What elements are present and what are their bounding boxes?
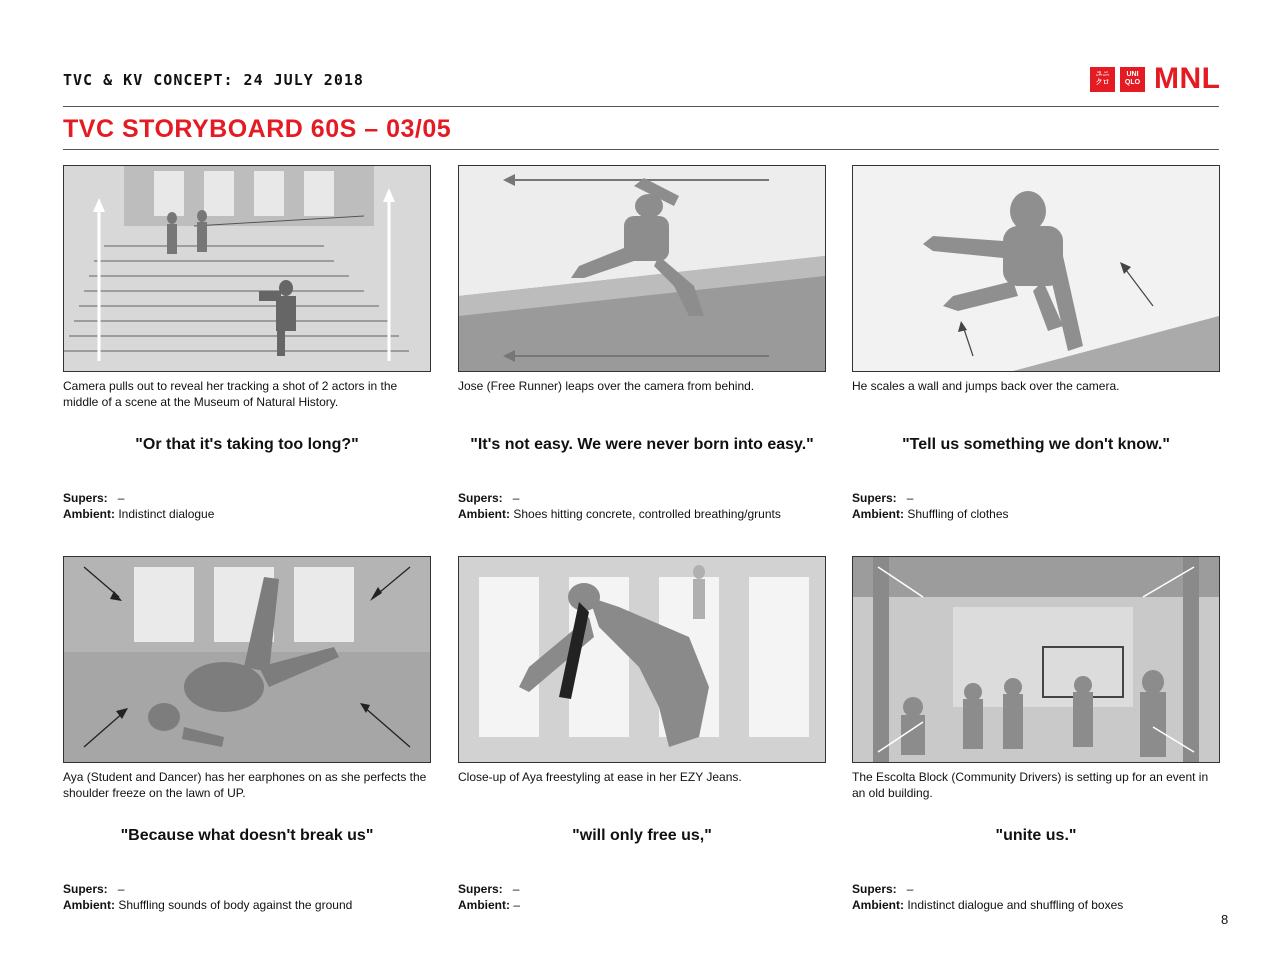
panel-4-illustration <box>63 556 431 763</box>
supers-label: Supers: <box>852 882 897 896</box>
header-divider <box>63 106 1219 107</box>
panel-4-description: Aya (Student and Dancer) has her earphones on as she perfects the shoulder freeze on the lawn of UP. <box>63 770 427 800</box>
logo-box-uniqlo: UNI QLO <box>1120 67 1145 92</box>
panel-1-quote: "Or that it's taking too long?" <box>135 436 359 453</box>
panel-5-meta <box>458 881 826 913</box>
panel-6-illustration <box>852 556 1220 763</box>
panel-6-supers: – <box>906 882 914 896</box>
panel-5-ambient: – <box>513 898 521 912</box>
storyboard-panel-5 <box>458 556 826 913</box>
storyboard-panel-1 <box>63 165 431 522</box>
logo-box-katakana: ユニ クロ <box>1090 67 1115 92</box>
panel-2-quote: "It's not easy. We were never born into easy." <box>470 436 814 453</box>
panel-4-meta <box>63 881 431 913</box>
panel-5-supers: – <box>512 882 520 896</box>
panel-2-illustration <box>458 165 826 372</box>
panel-4-ambient: Shuffling sounds of body against the ground <box>118 898 353 912</box>
panel-1-meta <box>63 490 431 522</box>
panel-6-description: The Escolta Block (Community Drivers) is setting up for an event in an old building. <box>852 770 1209 800</box>
ambient-label: Ambient: <box>852 898 904 912</box>
panel-6-meta <box>852 881 1220 913</box>
logo-text: MNL <box>1154 62 1221 95</box>
panel-3-illustration <box>852 165 1220 372</box>
panel-3-ambient: Shuffling of clothes <box>907 507 1009 521</box>
page-number: 8 <box>1221 912 1229 927</box>
storyboard-title: TVC STORYBOARD 60S – 03/05 <box>63 115 452 143</box>
supers-label: Supers: <box>458 882 503 896</box>
panel-3-meta <box>852 490 1220 522</box>
supers-label: Supers: <box>458 491 503 505</box>
ambient-label: Ambient: <box>458 898 510 912</box>
panel-6-ambient: Indistinct dialogue and shuffling of boxes <box>907 898 1124 912</box>
panel-2-ambient: Shoes hitting concrete, controlled breathing/grunts <box>513 507 781 521</box>
panel-2-description: Jose (Free Runner) leaps over the camera from behind. <box>458 379 755 393</box>
ambient-label: Ambient: <box>458 507 510 521</box>
panel-1-ambient: Indistinct dialogue <box>118 507 215 521</box>
panel-2-meta <box>458 490 826 522</box>
uniqlo-logo <box>1090 62 1220 96</box>
panel-1-description: Camera pulls out to reveal her tracking a shot of 2 actors in the middle of a scene at the Museum of Natural History. <box>63 379 398 409</box>
panel-6-quote: "unite us." <box>995 827 1077 844</box>
storyboard-panel-4 <box>63 556 431 913</box>
document-header: TVC & KV CONCEPT: 24 JULY 2018 <box>63 71 364 89</box>
panel-5-description: Close-up of Aya freestyling at ease in her EZY Jeans. <box>458 770 742 784</box>
storyboard-panel-3 <box>852 165 1220 522</box>
panel-3-description: He scales a wall and jumps back over the camera. <box>852 379 1120 393</box>
panel-1-illustration <box>63 165 431 372</box>
panel-3-supers: – <box>906 491 914 505</box>
panel-2-supers: – <box>512 491 520 505</box>
panel-4-supers: – <box>117 882 125 896</box>
ambient-label: Ambient: <box>63 507 115 521</box>
panel-1-supers: – <box>117 491 125 505</box>
storyboard-panel-6 <box>852 556 1220 913</box>
panel-5-illustration <box>458 556 826 763</box>
supers-label: Supers: <box>852 491 897 505</box>
panel-3-quote: "Tell us something we don't know." <box>902 436 1170 453</box>
storyboard-panel-2 <box>458 165 826 522</box>
ambient-label: Ambient: <box>852 507 904 521</box>
panel-4-quote: "Because what doesn't break us" <box>120 827 374 844</box>
supers-label: Supers: <box>63 882 108 896</box>
supers-label: Supers: <box>63 491 108 505</box>
ambient-label: Ambient: <box>63 898 115 912</box>
title-divider <box>63 149 1219 150</box>
panel-5-quote: "will only free us," <box>572 827 712 844</box>
